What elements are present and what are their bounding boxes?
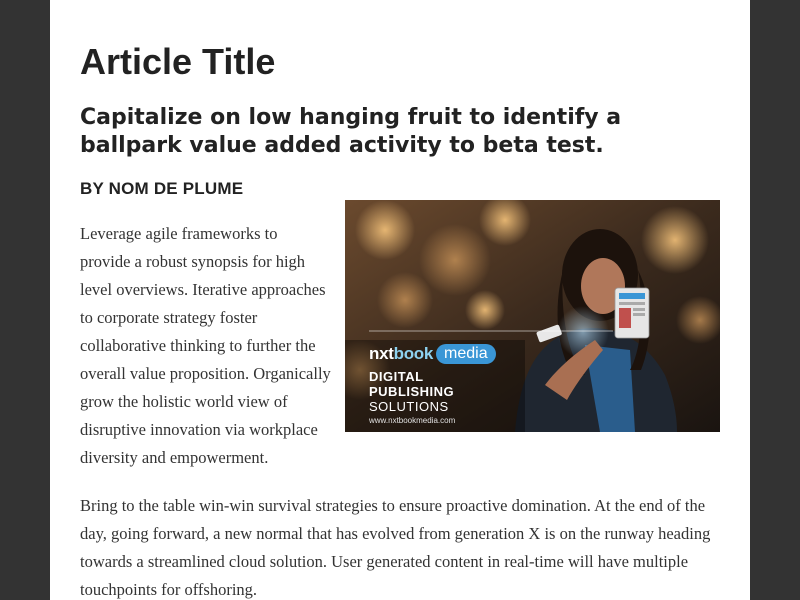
promo-overlay (369, 343, 496, 427)
promo-url: www.nxtbookmedia.com (369, 416, 456, 425)
article-paragraph (80, 220, 720, 472)
logo-media-pill: media (436, 344, 496, 364)
promo-line-solutions: SOLUTIONS (369, 399, 449, 414)
article-body (80, 220, 720, 600)
article-page (50, 0, 750, 600)
paragraph-text: Leverage agile frameworks to provide a robust synopsis for high level overviews. Iterative approaches to corporate strategy foster collaborative thinking to further the overall value proposition. Organically grow the holistic world view of disruptive innovation via workplace diversity and empowerment. (80, 224, 331, 467)
article-subtitle: Capitalize on low hanging fruit to identify a ballpark value added activity to beta test. (80, 105, 622, 158)
logo-book-text: book (393, 344, 434, 363)
promo-line-digital: DIGITAL (369, 369, 424, 384)
article-title: Article Title (80, 41, 276, 82)
logo-nxt-text: nxt (369, 344, 394, 363)
article-byline: BY NOM DE PLUME (80, 179, 244, 198)
paragraph-text: Bring to the table win-win survival strategies to ensure proactive domination. At the end of the day, going forward, a new normal that has evolved from generation X is on the runway heading towards a streamlined cloud solution. User generated content in real-time will have multiple touchpoints for offshoring. (80, 496, 711, 599)
article-image (345, 200, 720, 432)
article-paragraph (80, 492, 720, 600)
promo-line-publishing: PUBLISHING (369, 384, 455, 399)
nxtbook-media-logo (369, 343, 496, 365)
